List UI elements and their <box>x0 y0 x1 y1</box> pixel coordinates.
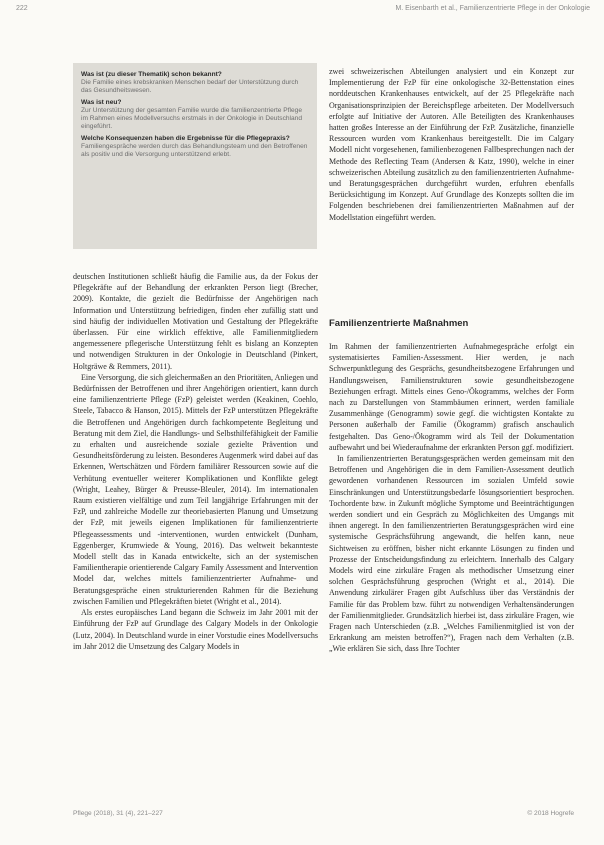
box-question-2: Was ist neu? <box>81 99 122 106</box>
page-number: 222 <box>16 5 28 12</box>
journal-source: Pflege (2018), 31 (4), 221–227 <box>73 810 163 817</box>
page-header <box>0 0 604 18</box>
left-paragraph-3: Als erstes europäisches Land begann die Schweiz im Jahr 2001 mit der Einführung der FzP auf Grundlage des Calgary Models in der Onkologie (Lutz, 2004). In Deutschland wurde in einer Vorstudie eines Modellversuchs im Jahr 2012 die Umsetzung des Calgary Models in <box>73 608 318 651</box>
left-paragraph-2: Eine Versorgung, die sich gleichermaßen an den Prioritäten, Anliegen und Bedürfnissen der Betroffenen und ihrer Angehörigen orientiert, kann durch eine familienzentrierte Pflege (FzP) geleistet werden (Keakinen, Coehlo, Steele, Tabacco & Hanson, 2015). Mittels der FzP unterstützen Pflegekräfte die Betroffenen und Angehörigen durch fachkompetente Begleitung und Beratung mit dem Ziel, die Handlungs- und Selbsthilfefähigkeit der Familie zu erhalten und ausreichende soziale gezielte Prävention und Gesundheitsförderung zu leisten. Besonderes Augenmerk wird dabei auf das Erkennen, Wertschätzen und Fördern familiärer Ressourcen sowie auf die Verhütung eventueller weiterer Komplikationen und Konflikte gelegt (Wright, Leahey, Bürger & Preusse-Bleuler, 2014). Im internationalen Raum existieren vielfältige und zum Teil langjährige Erfahrungen mit der FzP, und zahlreiche Modelle zur theoriebasierten Planung und Umsetzung der FzP, mit jeweils eigenen Implikationen für familienzentrierte Pflegeassessments und -interventionen, wurden entwickelt (Dunham, Eggenberger, Krumwiede & Young, 2016). Das weltweit bekannteste Modell stellt das in Kanada entwickelte, sich an der systemischen Familientherapie orientierende Calgary Family Assessment and Intervention Model dar, welches mittels familienzentrierter Aufnahme- und Beratungsgespräche einen strukturierenden Rahmen für die Beziehung zwischen Familien und Pflegekräften bietet (Wright et al., 2014). <box>73 372 318 606</box>
right-paragraph-3: In familienzentrierten Beratungsgesprächen werden gemeinsam mit den Betroffenen und Angehörigen die in dem Familien-Assessment deutlich gewordenen vorhandenen Ressourcen im sozialen Umfeld sowie Einschränkungen und Unterstützungsbedarfe lösungsorientiert besprochen. Tochordente bzw. in Zukunft mögliche Symptome und Beeinträchtigungen werden sondiert und ein Gespräch zu Möglichkeiten des Umgangs mit ihnen angeregt. In den familienzentrierten Beratungsgesprächen wird eine systemische Gesprächsführung angewandt, die helfen kann, neue Sichtweisen zu eröffnen, bisher nicht erkannte Lösungen zu finden und Prozesse der Entscheidungsfindung zu erleichtern. Innerhalb des Calgary Models wird eine zirkuläre Fragen als methodischer Umsetzung einer solchen Gesprächsführung gesprochen (Wright et al., 2014). Die Anwendung zirkulärer Fragen gibt Aufschluss über das Verständnis der Familie für das Problem bzw. führt zu notwendigen Verhaltensänderungen der Familienmitglieder. Grundsätzlich hierbei ist, dass zirkuläre Fragen, wie Fragen nach Unterschieden (z.B. „Welches Familienmitglied ist von der Erkrankung am meisten betroffen?“), Fragen nach dem Verhalten (z.B. „Wie erklären Sie sich, dass Ihre Tochter <box>329 454 574 654</box>
box-answer-3: Familiengespräche werden durch das Behandlungsteam und den Betroffenen als positiv und die Versorgung unterstützend erlebt. <box>81 143 308 158</box>
left-paragraph-1: deutschen Institutionen schließt häufig die Familie aus, da der Fokus der Pflegekräfte auf der Behandlung der erkrankten Person liegt (Brecher, 2009). Kontakte, die gezielt die Bedürfnisse der Angehörigen nach Information und Unterstützung befriedigen, finden eher zufällig statt und sind häufig der individuellen Motivation und Gestaltung der Pflegekräfte überlassen. Für eine wirklich effektive, alle Familienmitgliedern angemessenere pflegerische Unterstützung fehlt es bislang an Konzepten und notwendigen Strukturen in der Onkologie in Deutschland (Pinkert, Holtgräwe & Remmers, 2011). <box>73 272 318 371</box>
box-question-3: Welche Konsequenzen haben die Ergebnisse für die Pflegepraxis? <box>81 135 290 142</box>
box-answer-2: Zur Unterstützung der gesamten Familie wurde die familienzentrierte Pflege im Rahmen eines Modellversuchs erstmals in der Onkologie in Deutschland eingeführt. <box>81 107 302 130</box>
box-question-1: Was ist (zu dieser Thematik) schon bekannt? <box>81 71 222 78</box>
box-answer-1: Die Familie eines krebskranken Menschen bedarf der Unterstützung durch das Gesundheitswesen. <box>81 79 299 94</box>
section-heading: Familienzentrierte Maßnahmen <box>329 318 469 329</box>
right-column-bottom <box>329 341 574 809</box>
page-footer <box>0 808 604 822</box>
running-head: M. Eisenbarth et al., Familienzentrierte Pflege in der Onkologie <box>395 5 590 12</box>
right-paragraph-1: zwei schweizerischen Abteilungen analysiert und ein Konzept zur Implementierung der FzP für eine onkologische 32-Bettenstation eines norddeutschen Krankenhauses entwickelt, auf der 25 Pflegekräfte nach Organisationsprinzipien der Bereichspflege arbeiteten. Der Modellversuch erfolgte auf Initiative der Autoren. Alle Beteiligten des Krankenhauses hatten großes Interesse an der Einführung der FzP. Zusätzliche, finanzielle Ressourcen wurden vom Krankenhaus bereitgestellt. Die im Calgary Modell nicht vorgesehenen, familienbezogenen Fallbesprechungen nach der Methode des Reflecting Team (Andersen & Katz, 1990), welche in einer schweizerischen Abteilung zusätzlich zu den familienzentrierten Aufnahme- und Beratungsgesprächen durchgeführt wurden, erfuhren ebenfalls Berücksichtigung im Konzept. Auf Grundlage des Konzepts sollten die im Folgenden beschriebenen drei familienzentrierten Maßnahmen auf der Modellstation eingeführt werden. <box>329 67 574 222</box>
right-column-top <box>329 66 574 319</box>
left-column <box>73 271 318 809</box>
copyright: © 2018 Hogrefe <box>527 810 574 817</box>
key-points-box <box>73 63 317 249</box>
right-paragraph-2: Im Rahmen der familienzentrierten Aufnahmegespräche erfolgt ein systematisiertes Familien-Assessment. Hier werden, je nach Schwerpunktlegung des Gesprächs, gesundheitsbezogene Erfahrungen und Handlungsweisen, Familienstrukturen sowie gesundheitsbezogene Beziehungen erfragt. Mittels eines Geno-/Ökogramms, welches der Form nach zu Darstellungen von Stammbäumen erinnert, werden familiale Zusammenhänge (Genogramm) sowie gegf. die wichtigsten Kontakte zu Personen außerhalb der Familie (Ökogramm) grafisch anschaulich festgehalten. Das Geno-/Ökogramm wird als Teil der Dokumentation aufbewahrt und bei Wiederaufnahme der erkrankten Person ggf. modifiziert. <box>329 342 574 452</box>
